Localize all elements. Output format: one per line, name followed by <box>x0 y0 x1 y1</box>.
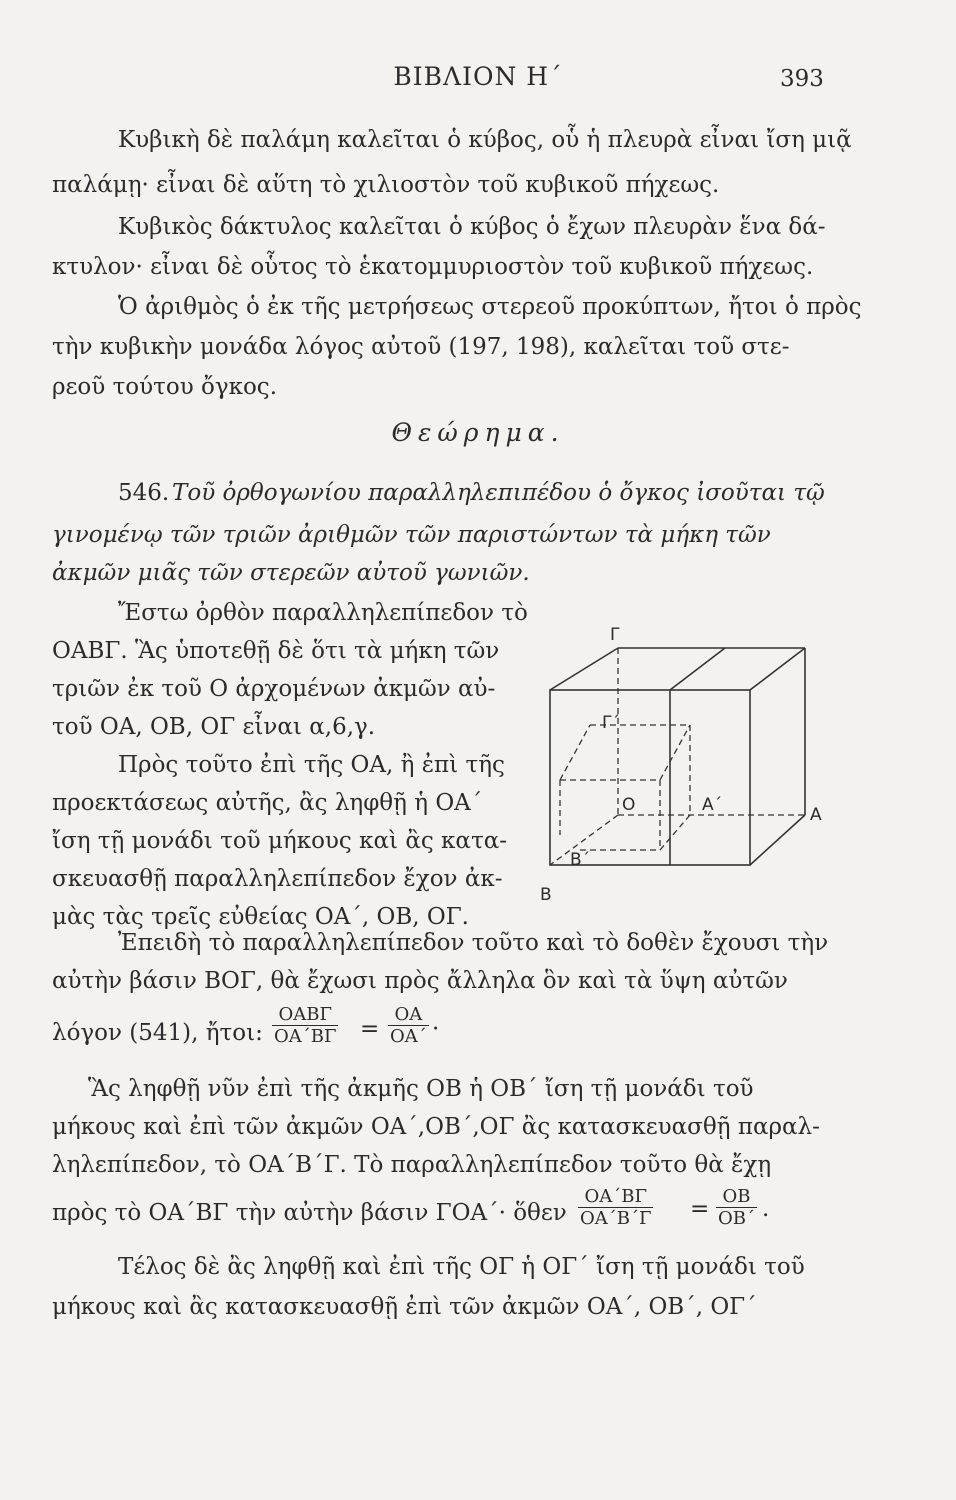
theorem-number: 546. <box>118 480 170 506</box>
label-O: Ο <box>622 795 636 815</box>
proof-line: Ἃς ληφθῇ νῦν ἐπὶ τῆς ἀκμῆς ΟΒ ἡ ΟΒ΄ ἴση τῇ μονάδι τοῦ <box>88 1076 754 1102</box>
paragraph-line: τὴν κυβικὴν μονάδα λόγος αὐτοῦ (197, 198), καλεῖται τοῦ στε- <box>52 334 790 360</box>
top-left-edge <box>550 648 618 690</box>
bottom-right-edge <box>750 815 805 865</box>
front-face <box>550 690 750 865</box>
middle-top-edge <box>670 648 725 690</box>
paragraph-line: κτυλον· εἶναι δὲ οὗτος τὸ ἑκατομμυριοστὸν τοῦ κυβικοῦ πήχεως. <box>52 254 814 280</box>
proof-line: ληλεπίπεδον, τὸ ΟΑ΄Β΄Γ. Τὸ παραλληλεπίπεδον τοῦτο θὰ ἔχῃ <box>52 1152 772 1178</box>
proof-line: Ἐπειδὴ τὸ παραλληλεπίπεδον τοῦτο καὶ τὸ δοθὲν ἔχουσι τὴν <box>118 930 829 956</box>
proof-line: ΟΑΒΓ. Ἃς ὑποτεθῇ δὲ ὅτι τὰ μήκη τῶν <box>52 638 500 664</box>
equals-sign: = <box>690 1196 710 1222</box>
proof-line: λόγον (541), ἤτοι: <box>52 1020 263 1046</box>
proof-line: τριῶν ἐκ τοῦ Ο ἀρχομένων ἀκμῶν αὐ- <box>52 676 496 702</box>
proof-line: πρὸς τὸ ΟΑ΄ΒΓ τὴν αὐτὴν βάσιν ΓΟΑ΄· ὅθεν <box>52 1200 567 1226</box>
page-number: 393 <box>780 66 824 92</box>
unit-cube-edge <box>660 815 690 850</box>
proof-line: μὰς τὰς τρεῖς εὐθείας ΟΑ΄, ΟΒ, ΟΓ. <box>52 904 469 930</box>
label-G: Γ <box>610 625 620 645</box>
label-Gp: Γ΄ <box>602 713 620 733</box>
proof-line: τοῦ ΟΑ, ΟΒ, ΟΓ εἶναι α,6,γ. <box>52 714 376 740</box>
label-Bp: Β΄ <box>570 850 591 870</box>
proof-line: αὐτὴν βάσιν ΒΟΓ, θὰ ἔχωσι πρὸς ἄλληλα ὃν καὶ τὰ ὕψη αὐτῶν <box>52 968 788 994</box>
proof-line: Πρὸς τοῦτο ἐπὶ τῆς ΟΑ, ἢ ἐπὶ τῆς <box>118 752 505 778</box>
fraction-1-right: $\frac{OA}{OA΄}$ <box>390 1004 427 1047</box>
fraction-2-left: $\frac{OA΄B\Gamma}{OA΄B΄\Gamma}$ <box>580 1186 652 1229</box>
proof-line: Τέλος δὲ ἂς ληφθῇ καὶ ἐπὶ τῆς ΟΓ ἡ ΟΓ΄ ἴση τῇ μονάδι τοῦ <box>118 1254 805 1280</box>
paragraph-line: παλάμῃ· εἶναι δὲ αὕτη τὸ χιλιοστὸν τοῦ κυβικοῦ πήχεως. <box>52 172 720 198</box>
proof-line: προεκτάσεως αὐτῆς, ἂς ληφθῇ ἡ ΟΑ΄ <box>52 790 483 816</box>
unit-cube-edge <box>660 725 690 780</box>
label-B: Β <box>540 885 552 905</box>
paragraph-line: Ὁ ἀριθμὸς ὁ ἐκ τῆς μετρήσεως στερεοῦ προκύπτων, ἤτοι ὁ πρὸς <box>118 294 862 320</box>
theorem-heading: Θεώρημα. <box>391 418 565 447</box>
fraction-2-right: $\frac{OB}{OB΄}$ <box>718 1186 755 1229</box>
equals-sign: = <box>360 1016 380 1042</box>
label-Ap: Α΄ <box>702 795 723 815</box>
unit-cube-edge <box>560 725 590 780</box>
proof-line: μήκους καὶ ἐπὶ τῶν ἀκμῶν ΟΑ΄,ΟΒ΄,ΟΓ ἂς κατασκευασθῇ παραλ- <box>52 1114 820 1140</box>
paragraph-line: ρεοῦ τούτου ὄγκος. <box>52 374 278 400</box>
top-right-edge <box>750 648 805 690</box>
fraction-terminator: · <box>432 1016 440 1042</box>
proof-line: σκευασθῇ παραλληλεπίπεδον ἔχον ἀκ- <box>52 866 503 892</box>
label-A: Α <box>810 805 822 825</box>
proof-line: Ἔστω ὀρθὸν παραλληλεπίπεδον τὸ <box>118 600 528 626</box>
fraction-1-left: ΟΑΒΓ ΟΑ΄ΒΓ <box>274 1004 337 1047</box>
theorem-statement-line: γινομένῳ τῶν τριῶν ἀριθμῶν τῶν παριστώντων τὰ μήκη τῶν <box>52 522 771 548</box>
theorem-statement-line: ἀκμῶν μιᾶς τῶν στερεῶν αὐτοῦ γωνιῶν. <box>52 560 530 586</box>
proof-line: ἴση τῇ μονάδι τοῦ μήκους καὶ ἂς κατα- <box>52 828 507 854</box>
proof-line: μήκους καὶ ἂς κατασκευασθῇ ἐπὶ τῶν ἀκμῶν ΟΑ΄, ΟΒ΄, ΟΓ΄ <box>52 1294 757 1320</box>
theorem-statement-line: Τοῦ ὀρθογωνίου παραλληλεπιπέδου ὁ ὄγκος ἰσοῦται τῷ <box>172 480 825 506</box>
parallelepiped-figure <box>530 620 830 915</box>
paragraph-line: Κυβικὸς δάκτυλος καλεῖται ὁ κύβος ὁ ἔχων πλευρὰν ἕνα δά- <box>118 214 826 240</box>
running-header: ΒΙΒΛΙΟΝ Η΄ <box>393 62 563 91</box>
paragraph-line: Κυβικὴ δὲ παλάμη καλεῖται ὁ κύβος, οὗ ἡ πλευρὰ εἶναι ἴση μιᾷ <box>118 127 852 153</box>
fraction-terminator: . <box>762 1196 770 1222</box>
